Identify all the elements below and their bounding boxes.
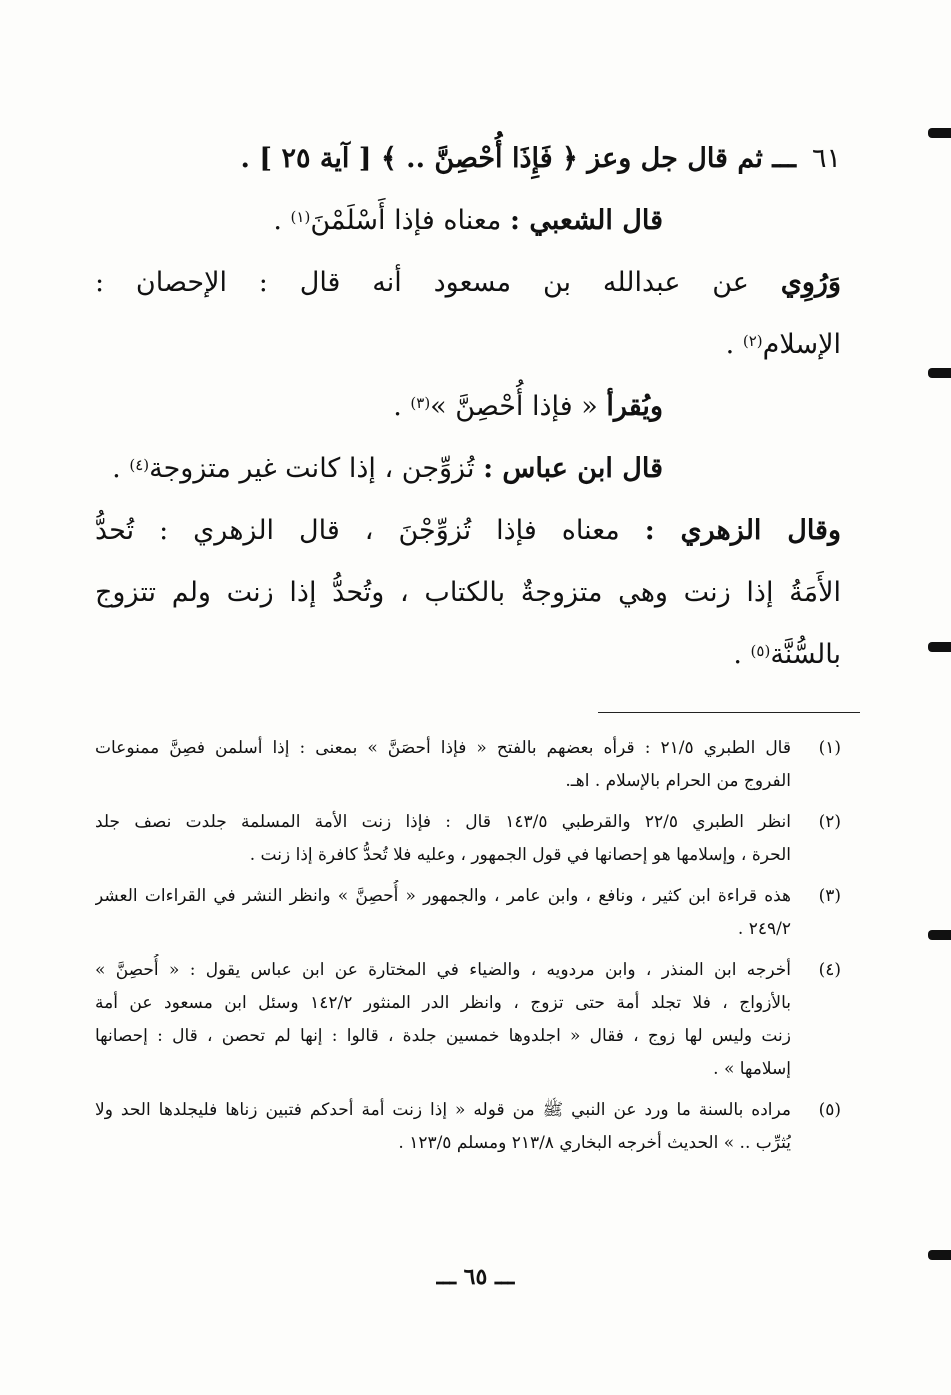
paragraph-line <box>95 562 841 624</box>
line-text: بالسُّنَّة <box>770 639 841 670</box>
footnote-number: (٣) <box>818 886 841 906</box>
line-end: . <box>393 391 402 422</box>
line-end: . <box>733 639 742 670</box>
footnote-separator <box>598 712 860 713</box>
footnote-line: الحرة ، وإسلامها هو إحصانها في قول الجمهور ، وعليه فلا تُحدُّ كافرة إذا زنت . <box>249 845 791 865</box>
paragraph-line <box>95 438 841 500</box>
footnote <box>95 732 841 798</box>
footnote-ref: (٤) <box>129 456 150 474</box>
footnote-line: بالأزواج ، فلا تجلد أمة حتى تزوج ، وانظر الدر المنثور ١٤٢/٢ وسئل ابن مسعود عن أمة <box>95 993 791 1013</box>
paragraph-line <box>95 376 841 438</box>
line-text: « فإذا أُحْصِنَّ » <box>430 391 598 422</box>
scan-edge-mark <box>928 368 951 378</box>
footnote-body <box>95 806 791 872</box>
footnote-line: ٢٤٩/٢ . <box>737 919 791 939</box>
footnote-body <box>95 880 791 946</box>
paragraph-line <box>95 500 841 562</box>
footnote-ref: (٢) <box>742 332 763 350</box>
line-end: . <box>725 329 735 360</box>
footnote-line: أخرجه ابن المنذر ، وابن مردويه ، والضياء في المختارة عن ابن عباس يقول : « أُحصِنَّ » <box>95 960 791 980</box>
paragraph-line <box>95 252 841 314</box>
footnote-line: هذه قراءة ابن كثير ، ونافع ، وابن عامر ، والجمهور « أُحصِنَّ » وانظر النشر في القراءات العشر <box>95 886 791 906</box>
speaker-label: ويُقرأ <box>606 391 663 422</box>
footnote-line: إسلامها » . <box>713 1059 791 1079</box>
footnote-number: (٤) <box>818 960 841 980</box>
footnote-line: الفروج من الحرام بالإسلام . اهـ. <box>565 771 791 791</box>
footnote-number: (٢) <box>818 812 841 832</box>
footnote-body <box>95 1094 791 1160</box>
footnote <box>95 880 841 946</box>
footnote <box>95 954 841 1086</box>
footnote <box>95 1094 841 1160</box>
page-number: ـــ ٦٥ ـــ <box>436 1264 515 1290</box>
verse-heading <box>95 128 841 190</box>
paragraph-line <box>95 624 841 686</box>
line-text: الإسلام <box>762 329 841 360</box>
footnote-ref: (١) <box>290 208 311 226</box>
paragraph-line <box>95 314 841 376</box>
footnote-line: قال الطبري ٢١/٥ : قرأه بعضهم بالفتح « فإذا أحصَنَّ » بمعنى : إذا أسلمن فصِنَّ ممنوعات <box>95 738 791 758</box>
footnote-body <box>95 954 791 1086</box>
line-text: عن عبدالله بن مسعود أنه قال : الإحصان : <box>95 267 749 298</box>
line-end: . <box>273 205 282 236</box>
paragraph-line <box>95 190 841 252</box>
speaker-label: وقال الزهري : <box>644 515 842 546</box>
footnotes <box>95 732 841 1168</box>
footnote-number: (٥) <box>818 1100 841 1120</box>
line-text: الأَمَةُ إذا زنت وهي متزوجةٌ بالكتاب ، وتُحدُّ إذا زنت ولم تتزوج <box>95 577 841 608</box>
scan-edge-mark <box>928 128 951 138</box>
scan-edge-mark <box>928 1250 951 1260</box>
entry-number: ٦١ <box>811 143 841 174</box>
footnote-line: مراده بالسنة ما ورد عن النبي ﷺ من قوله « إذا زنت أمة أحدكم فتبين زناها فليجلدها الحد ولا <box>95 1100 791 1120</box>
line-text: معناه فإذا تُزوِّجْنَ ، قال الزهري : تُحدُّ <box>95 515 620 546</box>
footnote-line: زنت وليس لها زوج ، فقال « اجلدوها خمسين جلدة ، قالوا : إنها لم تحصن ، قال : إحصانها <box>95 1026 791 1046</box>
line-text: معناه فإذا أَسْلَمْنَ <box>310 205 502 236</box>
line-text: تُزوِّجن ، إذا كانت غير متزوجة <box>149 453 475 484</box>
speaker-label: وَرُوِي <box>780 267 841 298</box>
footnote-ref: (٣) <box>410 394 431 412</box>
footnote <box>95 806 841 872</box>
speaker-label: قال ابن عباس : <box>483 453 663 484</box>
verse-heading-text: ـــ ثم قال جل وعز ﴿ فَإِذَا أُحْصِنَّ .. ﴾ [ آية ٢٥ ] . <box>240 143 796 174</box>
scan-edge-mark <box>928 930 951 940</box>
footnote-line: يُثرِّب .. » الحديث أخرجه البخاري ٢١٣/٨ ومسلم ١٢٣/٥ . <box>398 1133 791 1153</box>
footnote-ref: (٥) <box>750 642 771 660</box>
footnote-line: انظر الطبري ٢٢/٥ والقرطبي ١٤٣/٥ قال : فإذا زنت الأمة المسلمة جلدت نصف جلد <box>95 812 791 832</box>
speaker-label: قال الشعبي : <box>509 205 663 236</box>
line-end: . <box>112 453 121 484</box>
scan-edge-mark <box>928 642 951 652</box>
footnote-number: (١) <box>818 738 841 758</box>
main-text <box>95 128 841 686</box>
footnote-body <box>95 732 791 798</box>
